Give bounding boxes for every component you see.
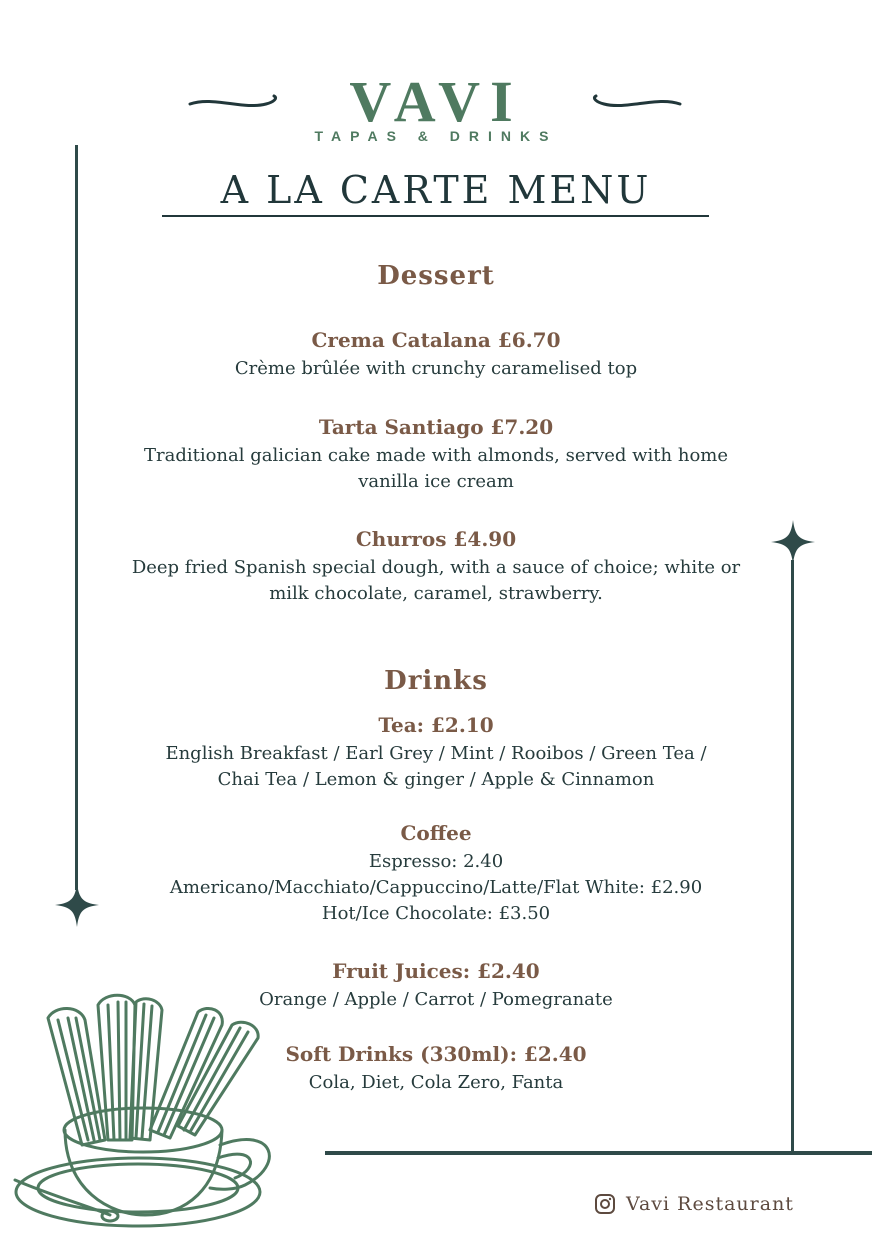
- bottom-horizontal-line: [325, 1151, 872, 1155]
- dessert-item-desc: Traditional galician cake made with almonds, served with home: [143, 445, 728, 466]
- drinks-soft-desc: Cola, Diet, Cola Zero, Fanta: [308, 1072, 564, 1093]
- page-title: A LA CARTE MENU: [220, 168, 652, 212]
- instagram-icon: [594, 1193, 616, 1215]
- churros-cup-illustration: [10, 990, 290, 1235]
- drinks-juices-desc: Orange / Apple / Carrot / Pomegranate: [259, 989, 613, 1010]
- logo-wordmark: VAVI: [349, 69, 523, 134]
- dessert-item-title: Churros £4.90: [355, 527, 517, 551]
- drinks-soft-title: Soft Drinks (330ml): £2.40: [285, 1042, 587, 1066]
- dessert-item-title: Tarta Santiago £7.20: [318, 415, 554, 439]
- dessert-item-desc: Deep fried Spanish special dough, with a sauce of choice; white or: [131, 557, 741, 578]
- dessert-item-desc: Crème brûlée with crunchy caramelised top: [234, 358, 638, 379]
- drinks-coffee-desc: Hot/Ice Chocolate: £3.50: [321, 903, 551, 924]
- dessert-item-title: Crema Catalana £6.70: [311, 328, 561, 352]
- drinks-tea-desc: English Breakfast / Earl Grey / Mint / Rooibos / Green Tea /: [165, 743, 707, 764]
- logo-tagline: TAPAS & DRINKS: [314, 128, 558, 144]
- section-title-drinks: Drinks: [384, 666, 488, 696]
- drinks-juices-title: Fruit Juices: £2.40: [332, 959, 540, 983]
- drinks-coffee-desc: Americano/Macchiato/Cappuccino/Latte/Flat White: £2.90: [169, 877, 703, 898]
- dessert-item-desc: vanilla ice cream: [358, 471, 514, 492]
- drinks-tea-title: Tea: £2.10: [378, 713, 494, 737]
- instagram-link[interactable]: [594, 1192, 794, 1216]
- title-underline: [162, 215, 709, 217]
- dessert-item-desc: milk chocolate, caramel, strawberry.: [269, 583, 603, 604]
- drinks-tea-desc: Chai Tea / Lemon & ginger / Apple & Cinnamon: [217, 769, 655, 790]
- section-title-dessert: Dessert: [377, 261, 495, 291]
- drinks-coffee-title: Coffee: [400, 821, 472, 845]
- drinks-coffee-desc: Espresso: 2.40: [368, 851, 504, 872]
- instagram-handle: Vavi Restaurant: [626, 1193, 794, 1215]
